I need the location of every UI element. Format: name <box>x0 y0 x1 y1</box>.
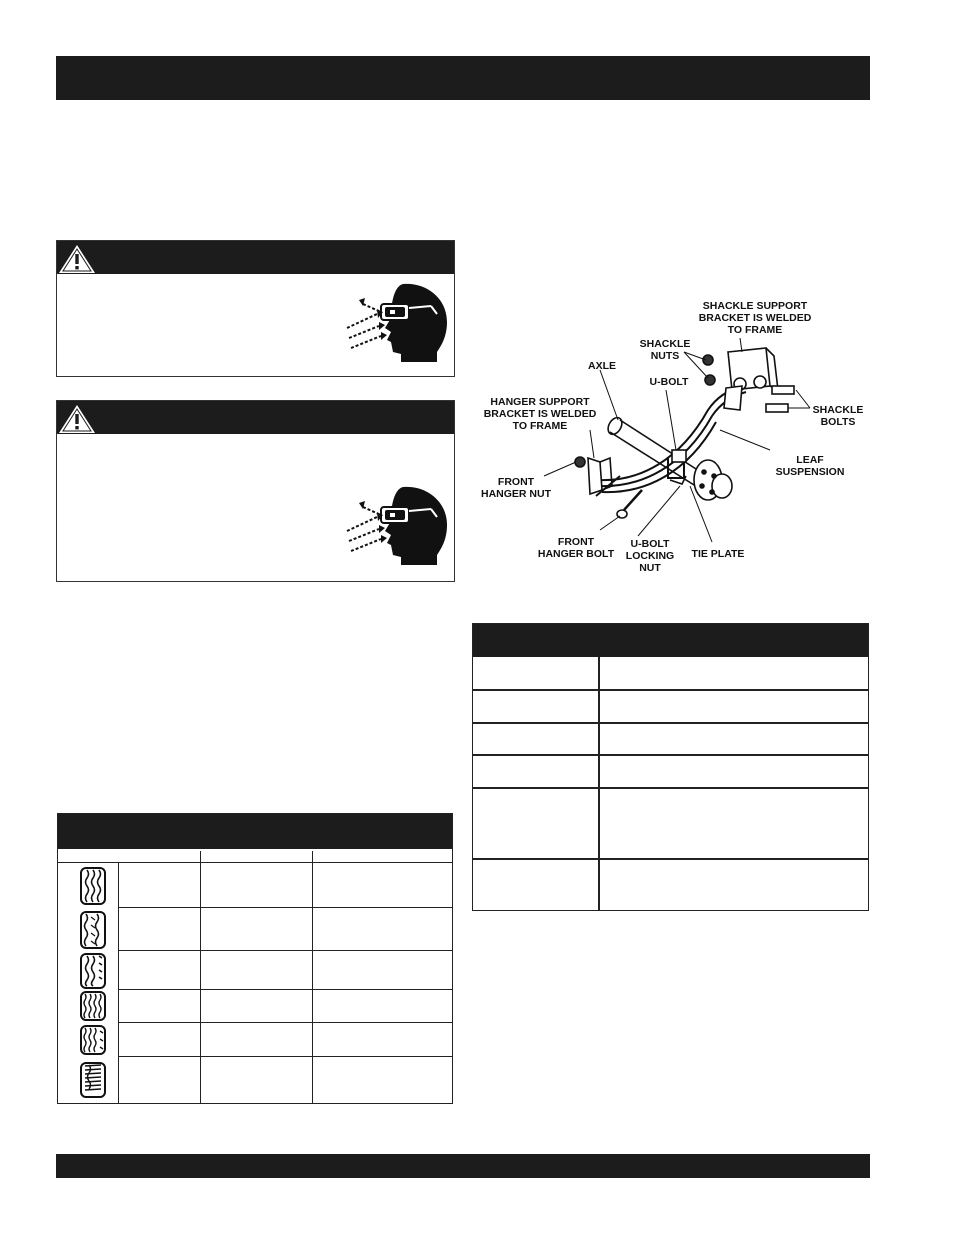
label-line: BRACKET IS WELDED <box>483 408 597 420</box>
label-front-hanger-bolt <box>532 536 620 560</box>
label-line: U-BOLT <box>630 538 670 550</box>
row-divider <box>118 950 452 951</box>
label-line: FRONT <box>497 476 535 488</box>
row-divider <box>473 858 868 860</box>
label-shackle-bolts <box>808 404 868 428</box>
label-line: SUSPENSION <box>775 466 845 478</box>
footer-bar <box>56 1154 870 1178</box>
column-divider <box>200 851 201 1103</box>
label-u-bolt-locking-nut <box>622 538 678 574</box>
label-shackle-nuts <box>636 338 694 362</box>
row-divider <box>473 689 868 691</box>
warning-header <box>57 401 454 434</box>
row-divider <box>118 1022 452 1023</box>
label-line: TO FRAME <box>727 324 783 336</box>
label-line: NUTS <box>650 350 680 362</box>
row-divider <box>473 787 868 789</box>
header-bar <box>56 56 870 100</box>
tire-tread-icon <box>80 867 106 905</box>
spec-table <box>472 623 869 911</box>
label-line: BRACKET IS WELDED <box>698 312 812 324</box>
label-line: HANGER NUT <box>481 488 551 500</box>
warning-box-2 <box>56 400 455 582</box>
safety-goggles-icon <box>341 282 451 364</box>
label-front-hanger-nut <box>476 476 556 500</box>
label-line: NUT <box>639 562 661 574</box>
column-divider <box>598 657 600 910</box>
label-tie-plate: TIE PLATE <box>691 548 745 560</box>
label-line: HANGER SUPPORT <box>490 396 590 408</box>
label-axle: AXLE <box>587 360 616 372</box>
label-line: SHACKLE <box>812 404 864 416</box>
warning-box-1 <box>56 240 455 377</box>
row-divider <box>118 1056 452 1057</box>
label-line: FRONT <box>557 536 595 548</box>
label-line: LOCKING <box>625 550 675 562</box>
tire-tread-icon <box>80 991 106 1021</box>
warning-header <box>57 241 454 274</box>
safety-goggles-icon <box>341 485 451 567</box>
column-divider <box>312 851 313 1103</box>
label-hanger-support <box>478 396 602 432</box>
warning-triangle-icon <box>57 244 97 274</box>
label-line: HANGER BOLT <box>537 548 615 560</box>
warning-triangle-icon <box>57 404 97 434</box>
row-divider <box>473 754 868 756</box>
label-line: SHACKLE <box>639 338 691 350</box>
label-line: LEAF <box>796 454 824 466</box>
column-divider <box>118 862 119 1103</box>
row-divider <box>118 907 452 908</box>
tire-wear-table <box>57 813 453 1104</box>
tire-table-header <box>58 814 452 849</box>
tire-tread-icon <box>80 1062 106 1098</box>
label-line: TO FRAME <box>512 420 568 432</box>
label-shackle-support <box>690 300 820 336</box>
label-u-bolt: U-BOLT <box>649 376 689 388</box>
row-divider <box>473 722 868 724</box>
suspension-diagram <box>470 290 870 610</box>
label-line: BOLTS <box>820 416 856 428</box>
label-leaf-suspension <box>770 454 850 478</box>
tire-tread-icon <box>80 953 106 989</box>
tire-tread-icon <box>80 1025 106 1055</box>
row-divider <box>118 989 452 990</box>
spec-table-header <box>473 624 868 657</box>
tire-tread-icon <box>80 911 106 949</box>
label-line: SHACKLE SUPPORT <box>702 300 808 312</box>
